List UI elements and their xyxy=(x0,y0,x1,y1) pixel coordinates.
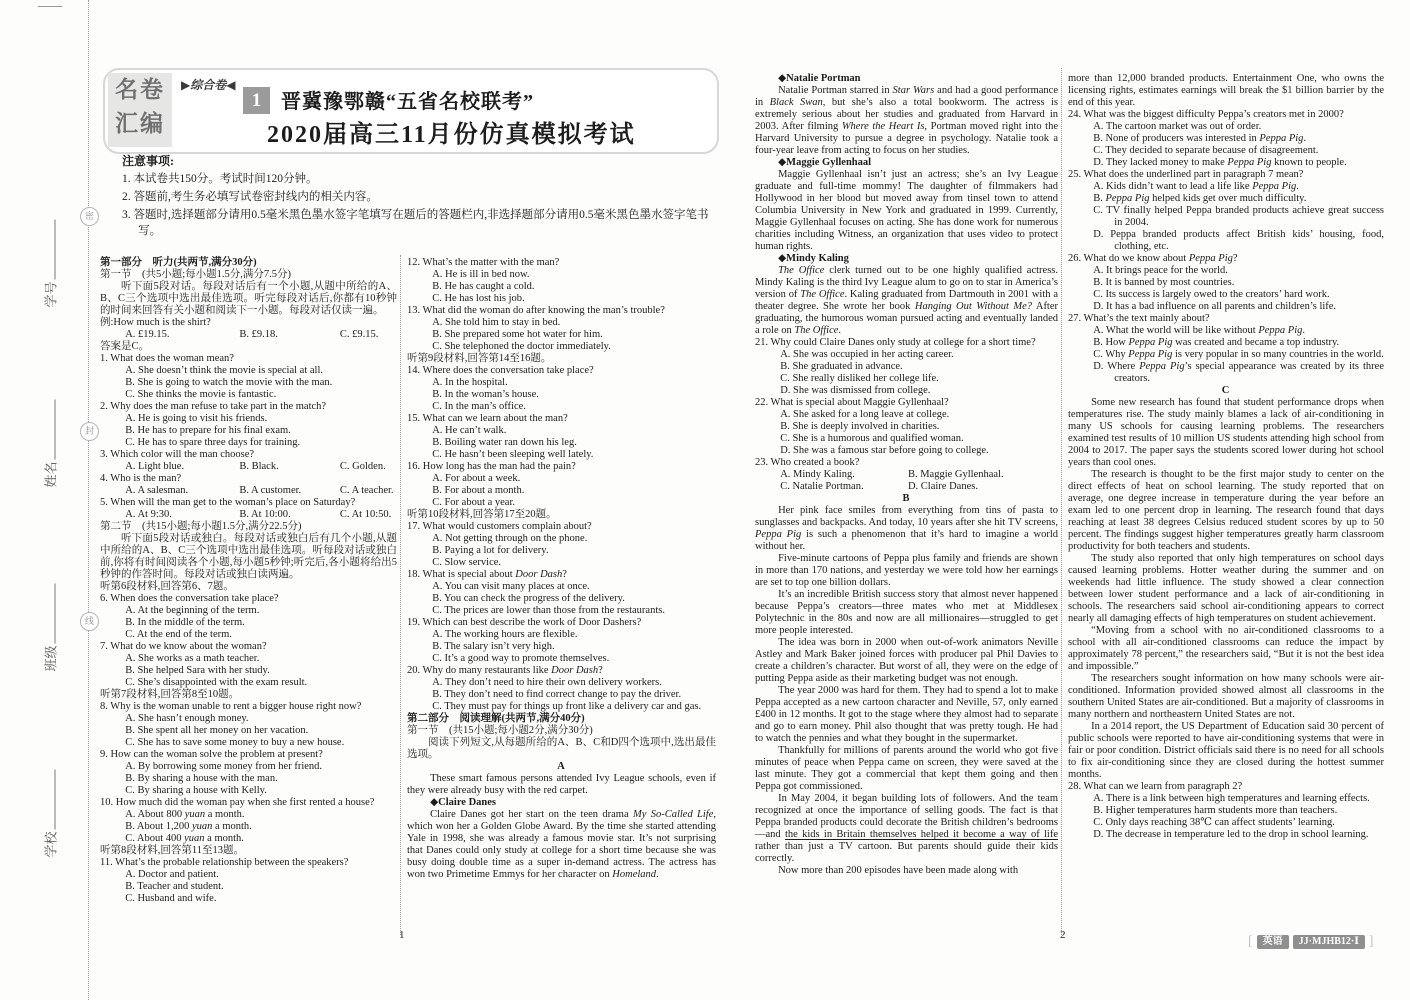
answer-option: C. Golden. xyxy=(339,461,386,472)
answer-option: B. She graduated in advance. xyxy=(780,361,903,372)
answer-option: A. £19.15. xyxy=(125,329,170,340)
exam-title-line2: 2020届高三11月份仿真模拟考试 xyxy=(267,122,636,148)
answer-option: A. Not getting through on the phone. xyxy=(432,533,588,544)
answer-option: C. Husband and wife. xyxy=(125,893,217,904)
text-block: ◆Claire Danes xyxy=(430,797,497,808)
text-block: 听第10段材料,回答第17至20题。 xyxy=(407,509,557,520)
text-block: Some new research has found that student performance drops when temperatures rise. The study mainly blames a lack of air-conditioning in many US schools for causing learning problems. The researchers examined test results of 10 million US students attending high school from 2004 to 2017. The paper says the students scored lower during hot school years than cool ones. xyxy=(1068,397,1384,468)
text-block: Thankfully for millions of parents around the world who got five minutes of peace when Peppa came on screen, they were saved at the last minute. They got a commercial that kept them going and then Peppa got commissioned. xyxy=(755,745,1058,792)
answer-option: C. By sharing a house with Kelly. xyxy=(125,785,267,796)
text-block: Five-minute cartoons of Peppa plus family and friends are shown in more than 170 nations, and yesterday we were told how her earnings are set to top one billion dollars. xyxy=(755,553,1058,588)
answer-option: C. Slow service. xyxy=(432,557,502,568)
page1-column-divider xyxy=(400,255,401,935)
seal-char-xian: 线 xyxy=(80,612,99,631)
answer-option: B. She is deeply involved in charities. xyxy=(780,421,940,432)
answer-option: C. He has lost his job. xyxy=(432,293,525,304)
answer-option: B. £9.18. xyxy=(239,329,278,340)
seal-dotted-line xyxy=(88,0,89,1000)
question-stem: 24. What was the biggest difficulty Peppa’s creators met in 2000? xyxy=(1068,109,1344,120)
answer-option: C. £9.15. xyxy=(339,329,379,340)
answer-option: A. She hasn’t enough money. xyxy=(125,713,249,724)
question-stem: 17. What would customers complain about? xyxy=(407,521,592,532)
student-id-label: 学号 xyxy=(43,281,59,308)
text-block: Natalie Portman starred in Star Wars and had a good performance in Black Swan, but she’s also a total bookworm. The actress is extremely serious about her studies and graduated from Harvard in 2003. After filming Where the Heart Is, Portman moved right into the Harvard University to pursue a degree in psychology. Natalie took a four-year leave from acting to focus on her studies. xyxy=(755,85,1059,156)
seal-char-feng: 封 xyxy=(80,422,99,441)
answer-option: B. Peppa Pig helped kids get over much difficulty. xyxy=(1093,193,1307,204)
answer-option: A. The cartoon market was out of order. xyxy=(1093,121,1262,132)
answer-option: B. She spent all her money on her vacation. xyxy=(125,725,309,736)
text-block: 听第9段材料,回答第14至16题。 xyxy=(407,353,552,364)
class-blank xyxy=(41,632,60,672)
text-block: In a 2014 report, the US Department of Education said 30 percent of public schools were reported to have air-conditioning systems that were in fair or poor condition. District officials said there is no need for all schools to fix air-conditioning since they are closed during the hottest summer months. xyxy=(1068,721,1384,780)
answer-option: C. She telephoned the doctor immediately. xyxy=(432,341,611,352)
answer-option: A. He is ill in bed now. xyxy=(432,269,530,280)
answer-option: B. He has to prepare for his final exam. xyxy=(125,425,291,436)
text-block: These smart famous persons attended Ivy League schools, even if they were already busy with the red carpet. xyxy=(407,773,716,796)
text-block: more than 12,000 branded products. Entertainment One, who owns the licensing rights, estimates earnings will break the $1 billion barrier by the end of this year. xyxy=(1068,73,1384,108)
answer-option: C. In the man’s office. xyxy=(432,401,526,412)
answer-option: A. It brings peace for the world. xyxy=(1093,265,1228,276)
answer-option: C. He has to spare three days for training. xyxy=(125,437,301,448)
answer-option: C. They must pay for things up front like a delivery car and gas. xyxy=(432,701,702,712)
answer-option: A. She works as a math teacher. xyxy=(125,653,260,664)
answer-option: D. They lacked money to make Peppa Pig known to people. xyxy=(1093,157,1347,168)
text-block: Now more than 200 episodes have been made along with xyxy=(778,865,1019,876)
text-block: 第一节 (共5小题;每小题1.5分,满分7.5分) xyxy=(100,269,292,280)
answer-option: C. A teacher. xyxy=(339,485,394,496)
question-stem: 4. Who is the man? xyxy=(100,473,182,484)
answer-option: A. A salesman. xyxy=(125,485,189,496)
question-stem: 5. When will the man get to the woman’s place on Saturday? xyxy=(100,497,356,508)
text-block: 阅读下列短文,从每题所给的A、B、C和D四个选项中,选出最佳选项。 xyxy=(407,737,716,760)
student-id-blank xyxy=(41,268,60,308)
text-block: C xyxy=(1221,385,1231,396)
text-block: The Office clerk turned out to be one highly qualified actress. Mindy Kaling is the third Ivy League alum to go on to star in America’s version of The Office. Kaling graduated from Dartmouth in 2001 with a theater degree. She wrote her book Hanging Out Without Me? After graduating, the humorous woman pursued acting and eventually landed a role on The Office. xyxy=(755,265,1059,336)
answer-option: A. He can’t walk. xyxy=(432,425,507,436)
text-block: 第一部分 听力(共两节,满分30分) xyxy=(100,257,257,268)
answer-option: C. Its success is largely owed to the creators’ hard work. xyxy=(1093,289,1330,300)
exam-title-line1: 晋冀豫鄂赣“五省名校联考” xyxy=(281,91,534,113)
notice-item: 1. 本试卷共150分。考试时间120分钟。 xyxy=(122,173,318,185)
answer-option-row xyxy=(100,461,397,473)
answer-option: D. Where Peppa Pig’s special appearance was created by its three creators. xyxy=(1093,361,1384,384)
answer-option: A. At 9:30. xyxy=(125,509,172,520)
text-block: 听第8段材料,回答第11至13题。 xyxy=(100,845,244,856)
answer-option: C. For about a year. xyxy=(432,497,516,508)
text-block: 听下面5段对话或独白。每段对话或独白后有几个小题,从题中所给的A、B、C三个选项中选出最佳选项。听每段对话或独白前,你将有时间阅读各个小题,每小题5秒钟;听完后,各小题将给出5秒钟的作答时间。每段对话或独白读两遍。 xyxy=(100,533,397,580)
notice-title: 注意事项: xyxy=(122,154,174,168)
answer-option: A. Mindy Kaling. xyxy=(780,469,855,480)
answer-option: C. She’s disappointed with the exam result. xyxy=(125,677,308,688)
question-stem: 20. Why do many restaurants like Door Dash? xyxy=(407,665,603,676)
answer-option: B. Paying a lot for delivery. xyxy=(432,545,549,556)
answer-option: B. He has caught a cold. xyxy=(432,281,535,292)
question-stem: 23. Who created a book? xyxy=(755,457,860,468)
answer-option-row xyxy=(100,485,397,497)
text-block: B xyxy=(902,493,911,504)
series-tag: ▶综合卷◀ xyxy=(181,78,236,92)
question-stem: 9. How can the woman solve the problem at present? xyxy=(100,749,323,760)
question-stem: 28. What can we learn from paragraph 2? xyxy=(1068,781,1243,792)
text-block: 听第7段材料,回答第8至10题。 xyxy=(100,689,240,700)
print-corner-mark xyxy=(38,6,62,7)
brand-line2: 汇编 xyxy=(115,111,165,136)
text-block: ◆Maggie Gyllenhaal xyxy=(778,157,872,168)
answer-option: D. Peppa branded products affect British kids’ housing, food, clothing, etc. xyxy=(1093,229,1384,252)
answer-option: B. At 10:00. xyxy=(239,509,291,520)
answer-option-row xyxy=(100,509,397,521)
answer-option: B. Black. xyxy=(239,461,279,472)
answer-option: C. He hasn’t been sleeping well lately. xyxy=(432,449,594,460)
page1-column2 xyxy=(407,257,716,881)
question-stem: 1. What does the woman mean? xyxy=(100,353,234,364)
answer-option: C. She really disliked her college life. xyxy=(780,373,939,384)
school-label: 学校 xyxy=(43,831,59,858)
school-blank xyxy=(41,818,60,858)
answer-option: A. She was occupied in her acting career. xyxy=(780,349,954,360)
answer-option: A. What the world will be like without Peppa Pig. xyxy=(1093,325,1305,336)
text-block: 听第6段材料,回答第6、7题。 xyxy=(100,581,234,592)
text-block: 第一节 (共15小题;每小题2分,满分30分) xyxy=(407,725,593,736)
text-block: 第二部分 阅读理解(共两节,满分40分) xyxy=(407,713,585,724)
answer-option: B. It is banned by most countries. xyxy=(1093,277,1235,288)
paper-number-badge: 1 xyxy=(243,87,270,114)
answer-option-row xyxy=(100,329,397,341)
question-stem: 18. What is special about Door Dash? xyxy=(407,569,567,580)
question-stem: 25. What does the underlined part in paragraph 7 mean? xyxy=(1068,169,1304,180)
bracket-right-icon: ] xyxy=(1368,934,1374,949)
answer-option: B. They don’t need to find correct change to pay the driver. xyxy=(432,689,682,700)
text-block: ◆Mindy Kaling xyxy=(778,253,849,264)
question-stem: 16. How long has the man had the pain? xyxy=(407,461,576,472)
answer-option: B. In the middle of the term. xyxy=(125,617,245,628)
text-block: Maggie Gyllenhaal isn’t just an actress; she’s an Ivy League graduate and full-time mommy! The daughter of filmmakers had Hollywood in her blood but moved away from tinsel town to attend Columbia University in New York and graduated in 1999. Currently, Maggie Gyllenhaal focuses on acting. She has done work for numerous charities including Witness, an organization that uses video to protect human rights. xyxy=(755,169,1058,252)
fill-in-line xyxy=(55,219,56,279)
question-stem: 2. Why does the man refuse to take part in the match? xyxy=(100,401,327,412)
text-block: “Moving from a school with no air-conditioned classrooms to a school with all air-conditioned classrooms can reduce the impact by approximately 78 percent,” the researchers said, “But it is not the best idea and impossible.” xyxy=(1068,625,1384,672)
answer-option: C. They decided to separate because of disagreement. xyxy=(1093,145,1319,156)
answer-option: D. She was dismissed from college. xyxy=(780,385,931,396)
answer-option: A. At the beginning of the term. xyxy=(125,605,260,616)
notice-item: 2. 答题前,考生务必填写试卷密封线内的相关内容。 xyxy=(122,191,378,203)
answer-option: C. Natalie Portman. xyxy=(780,481,864,492)
text-block: The study also reported that only high temperatures on school days caused learning problems. Hotter weather during the summer and on weekends had little influence. The study showed a clear connection between lower student performance and a lack of air-conditioning in schools. The researchers said school air-conditioning appears to correct nearly all damaging effects of high temperatures on student achievement. xyxy=(1068,553,1384,624)
answer-option: A. They don’t need to hire their own delivery workers. xyxy=(432,677,662,688)
answer-option: B. You can check the progress of the delivery. xyxy=(432,593,625,604)
answer-option: B. She prepared some hot water for him. xyxy=(432,329,603,340)
subject-badge: 英语 xyxy=(1257,935,1289,949)
answer-option: C. At 10:50. xyxy=(339,509,392,520)
fill-in-line xyxy=(55,769,56,829)
question-stem: 26. What do we know about Peppa Pig? xyxy=(1068,253,1238,264)
exam-header-box xyxy=(103,68,719,154)
text-block: 答案是C。 xyxy=(100,341,150,352)
answer-option: A. She asked for a long leave at college. xyxy=(780,409,950,420)
answer-option: B. In the woman’s house. xyxy=(432,389,539,400)
answer-option: C. It’s a good way to promote themselves. xyxy=(432,653,610,664)
answer-option: C. Why Peppa Pig is very popular in so many countries in the world. xyxy=(1093,349,1384,360)
answer-option: A. About 800 yuan a month. xyxy=(125,809,245,820)
seal-char-mi: 密 xyxy=(80,207,99,226)
answer-option: C. She has to save some money to buy a new house. xyxy=(125,737,345,748)
answer-option-row xyxy=(755,481,1058,493)
text-block: 例:How much is the shirt? xyxy=(100,317,211,328)
answer-option: D. The decrease in temperature led to the drop in school learning. xyxy=(1093,829,1369,840)
text-block: ◆Natalie Portman xyxy=(778,73,861,84)
answer-option: A. You can visit many places at once. xyxy=(432,581,590,592)
answer-option: A. She told him to stay in bed. xyxy=(432,317,561,328)
answer-option: C. At the end of the term. xyxy=(125,629,232,640)
answer-option: B. Maggie Gyllenhaal. xyxy=(907,469,1004,480)
question-stem: 27. What’s the text mainly about? xyxy=(1068,313,1210,324)
question-stem: 11. What’s the probable relationship between the speakers? xyxy=(100,857,349,868)
footer-code-strip xyxy=(1248,935,1374,949)
answer-option: A. By borrowing some money from her friend. xyxy=(125,761,323,772)
answer-option: A. There is a link between high temperatures and learning effects. xyxy=(1093,793,1370,804)
text-block: The research is thought to be the first major study to center on the direct effects of heat on school learning. The study reported that on average, one degree increase in temperature during the year before an exam led to one percent drop in learning. The research found that days reaching at least 38 degrees Celsius reduced student scores by up to 50 percent. The findings suggest higher temperatures greatly harm classroom productivity for both teachers and students. xyxy=(1068,469,1384,552)
answer-option: D. She was a famous star before going to college. xyxy=(780,445,989,456)
question-stem: 8. Why is the woman unable to rent a bigger house right now? xyxy=(100,701,362,712)
question-stem: 6. When does the conversation take place? xyxy=(100,593,279,604)
text-block: A xyxy=(557,761,566,772)
text-block: The idea was born in 2000 when out-of-work animators Neville Astley and Mark Baker joined forces with producer pal Phil Davies to create a children’s character. But worst of all, they were on the edge of putting Peppa aside as their marketing budget was not enough. xyxy=(755,637,1058,684)
notice-section xyxy=(122,153,714,239)
question-stem: 3. Which color will the man choose? xyxy=(100,449,255,460)
answer-option: B. None of producers was interested in Peppa Pig. xyxy=(1093,133,1307,144)
answer-option: B. How Peppa Pig was created and became a top industry. xyxy=(1093,337,1340,348)
text-block: The year 2000 was hard for them. They had to spend a lot to make Peppa accepted as a new cartoon character and Neville, 57, only earned £400 in 12 months. It got to the stage where they almost had to separate and go to earn money. Phil also thought that was pretty tough. He had to watch the pennies and what they bought in the supermarket. xyxy=(755,685,1058,744)
text-block: 第二节 (共15小题;每小题1.5分,满分22.5分) xyxy=(100,521,302,532)
answer-option: B. Teacher and student. xyxy=(125,881,224,892)
text-block: Her pink face smiles from everything from tins of pasta to sunglasses and backpacks. And today, 10 years after she hit TV screens, Peppa Pig is such a phenomenon that it’s hard to imagine a world without her. xyxy=(755,505,1058,552)
answer-option: B. By sharing a house with the man. xyxy=(125,773,278,784)
page-number-1: 1 xyxy=(399,929,405,941)
answer-option: B. Boiling water ran down his leg. xyxy=(432,437,577,448)
answer-option: B. The salary isn’t very high. xyxy=(432,641,555,652)
answer-option: A. Doctor and patient. xyxy=(125,869,219,880)
question-stem: 13. What did the woman do after knowing the man’s trouble? xyxy=(407,305,665,316)
page2-column2 xyxy=(1068,73,1384,841)
answer-option: A. For about a week. xyxy=(432,473,521,484)
notice-item: 3. 答题时,选择题部分请用0.5毫米黑色墨水签字笔填写在题后的答题栏内,非选择题部分请用0.5毫米黑色墨水签字笔书写。 xyxy=(122,209,709,237)
answer-option: B. She is going to watch the movie with the man. xyxy=(125,377,333,388)
question-stem: 10. How much did the woman pay when she first rented a house? xyxy=(100,797,375,808)
paper-code-badge: JJ·MJHB12·Ⅰ xyxy=(1293,935,1365,949)
bracket-left-icon: [ xyxy=(1248,934,1253,949)
text-block: It’s an incredible British success story that almost never happened because Peppa’s creators—three mates who met at Middlesex Polytechnic in the 80s and now are all millionaires—struggled to get more people interested. xyxy=(755,589,1058,636)
answer-option: C. TV finally helped Peppa branded products achieve great success in 2004. xyxy=(1093,205,1384,228)
answer-option: A. In the hospital. xyxy=(432,377,508,388)
text-block: In May 2004, it began building lots of followers. And the team recognized at once the importance of selling goods. The fact is that Peppa branded products could decorate the British children’s bedrooms—and the kids in Britain themselves helped it become a way of life rather than just a TV cartoon. But parents should guide their kids correctly. xyxy=(755,793,1058,864)
answer-option: A. Light blue. xyxy=(125,461,185,472)
page2-column-divider xyxy=(1061,68,1062,935)
answer-option: C. The prices are lower than those from the restaurants. xyxy=(432,605,665,616)
brand-logo xyxy=(108,73,172,147)
answer-option: C. She is a humorous and qualified woman. xyxy=(780,433,964,444)
answer-option: B. She helped Sara with her study. xyxy=(125,665,270,676)
answer-option: B. A customer. xyxy=(239,485,302,496)
class-label: 班级 xyxy=(43,645,59,672)
fill-in-line xyxy=(55,583,56,643)
question-stem: 21. Why could Claire Danes only study at college for a short time? xyxy=(755,337,1036,348)
brand-line1: 名卷 xyxy=(115,77,165,102)
question-stem: 14. Where does the conversation take place? xyxy=(407,365,594,376)
question-stem: 12. What’s the matter with the man? xyxy=(407,257,560,268)
answer-option: C. Only days reaching 38℃ can affect students’ learning. xyxy=(1093,817,1335,828)
text-block: 听下面5段对话。每段对话后有一个小题,从题中所给的A、B、C三个选项中选出最佳选项。听完每段对话后,你都有10秒钟的时间来回答有关小题和阅读下一小题。每段对话仅读一遍。 xyxy=(100,281,397,316)
answer-option: A. She doesn’t think the movie is special at all. xyxy=(125,365,324,376)
question-stem: 15. What can we learn about the man? xyxy=(407,413,568,424)
answer-option: D. Claire Danes. xyxy=(907,481,978,492)
answer-option: C. She thinks the movie is fantastic. xyxy=(125,389,277,400)
answer-option-row xyxy=(755,469,1058,481)
question-stem: 19. Which can best describe the work of Door Dashers? xyxy=(407,617,642,628)
answer-option: A. Kids didn’t want to lead a life like Peppa Pig. xyxy=(1093,181,1299,192)
answer-option: B. About 1,200 yuan a month. xyxy=(125,821,252,832)
answer-option: B. For about a month. xyxy=(432,485,525,496)
question-stem: 22. What is special about Maggie Gyllenhaal? xyxy=(755,397,949,408)
fill-in-line xyxy=(55,399,56,459)
question-stem: 7. What do we know about the woman? xyxy=(100,641,267,652)
student-name-blank xyxy=(41,448,60,488)
answer-option: A. The working hours are flexible. xyxy=(432,629,578,640)
answer-option: A. He is going to visit his friends. xyxy=(125,413,268,424)
text-block: The researchers sought information on how many schools were air-conditioned. Information provided showed almost all classrooms in the southern United States are air-conditioned. But a majority of classrooms in many northern and northeastern United States are not. xyxy=(1068,673,1384,720)
text-block: Claire Danes got her start on the teen drama My So-Called Life, which won her a Golden Globe Award. By the time she started attending Yale in 1998, she was already a famous movie star. It’s not surprising that Danes could only study at college for a short time because she was busy doing double time as a super in-demand actress. The actress has won two Primetime Emmys for her character on Homeland. xyxy=(407,809,716,880)
page1-column1 xyxy=(100,257,397,905)
answer-option: D. It has a bad influence on all parents and children’s life. xyxy=(1093,301,1337,312)
answer-option: C. About 400 yuan a month. xyxy=(125,833,244,844)
page2-column1 xyxy=(755,73,1058,877)
student-name-label: 姓名 xyxy=(43,461,59,488)
page-number-2: 2 xyxy=(1060,929,1066,941)
answer-option: B. Higher temperatures harm students more than teachers. xyxy=(1093,805,1338,816)
